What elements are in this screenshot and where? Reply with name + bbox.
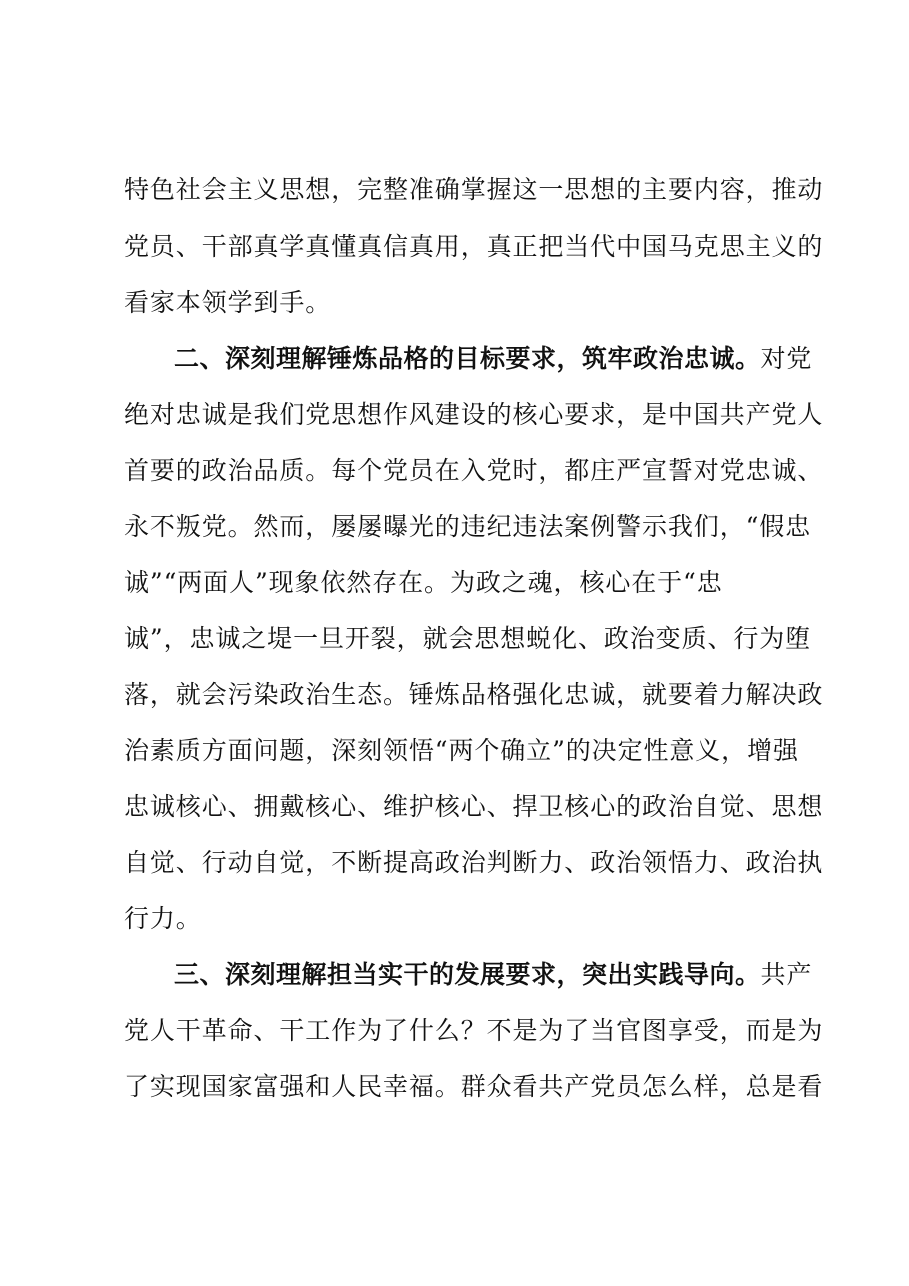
body-text-line: 党员、干部真学真懂真信真用，真正把当代中国马克思主义的 <box>124 232 824 261</box>
body-text-line: 永不叛党。然而，屡屡曝光的违纪违法案例警示我们，“假忠 <box>124 512 812 541</box>
body-text-line: 首要的政治品质。每个党员在入党时，都庄严宣誓对党忠诚、 <box>124 456 824 485</box>
body-text-line: 落，就会污染政治生态。锤炼品格强化忠诚，就要着力解决政 <box>124 680 824 709</box>
body-text-line: 看家本领学到手。 <box>124 288 332 317</box>
body-text-line: 了实现国家富强和人民幸福。群众看共产党员怎么样，总是看 <box>124 1072 824 1101</box>
body-text-line: 忠诚核心、拥戴核心、维护核心、捍卫核心的政治自觉、思想 <box>124 792 824 821</box>
section-heading: 三、深刻理解担当实干的发展要求，突出实践导向。 <box>174 960 761 989</box>
body-text-line: 诚”，忠诚之堤一旦开裂，就会思想蜕化、政治变质、行为堕 <box>124 624 812 653</box>
paragraph-start-text: 对党 <box>760 344 813 373</box>
body-text-line: 党人干革命、干工作为了什么？不是为了当官图享受，而是为 <box>124 1016 824 1045</box>
body-text-line: 行力。 <box>124 904 202 933</box>
body-text-line: 治素质方面问题，深刻领悟“两个确立”的决定性意义，增强 <box>124 736 799 765</box>
section-heading: 二、深刻理解锤炼品格的目标要求，筑牢政治忠诚。 <box>174 344 761 373</box>
body-text-line: 自觉、行动自觉，不断提高政治判断力、政治领悟力、政治执 <box>124 848 824 877</box>
body-text-line: 诚”“两面人”现象依然存在。为政之魂，核心在于“忠 <box>124 568 723 597</box>
section-heading-line <box>174 960 813 990</box>
section-heading-line <box>174 344 813 374</box>
body-text-line: 绝对忠诚是我们党思想作风建设的核心要求，是中国共产党人 <box>124 400 824 429</box>
paragraph-start-text: 共产 <box>760 960 813 989</box>
body-text-line: 特色社会主义思想，完整准确掌握这一思想的主要内容，推动 <box>124 175 824 204</box>
